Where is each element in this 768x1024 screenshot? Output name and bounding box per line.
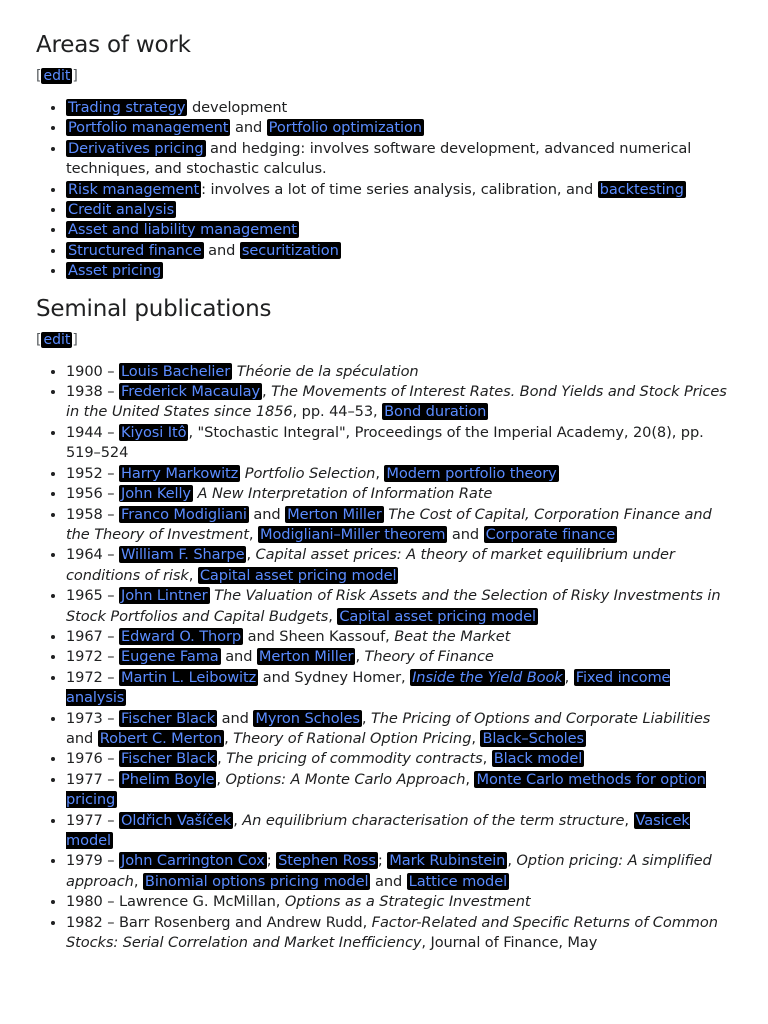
- author-link[interactable]: Stephen Ross: [278, 852, 376, 870]
- pub-text: and: [66, 729, 98, 747]
- topic-link[interactable]: Binomial options pricing model: [144, 872, 369, 890]
- areas-of-work-list: [36, 98, 732, 282]
- author-link[interactable]: Myron Scholes: [255, 709, 360, 727]
- pub-title: The pricing of commodity contracts: [226, 750, 483, 768]
- pub-year: 1965 –: [66, 587, 120, 605]
- pub-text: ,: [465, 770, 475, 788]
- topic-link[interactable]: Black model: [493, 750, 583, 768]
- list-item: [66, 118, 732, 138]
- pub-title: Theory of Finance: [364, 648, 494, 666]
- publication-item: [66, 382, 732, 423]
- pub-year: 1952 –: [66, 464, 120, 482]
- pub-text: ,: [188, 566, 198, 584]
- item-text: : involves a lot of time series analysis, calibration, and: [201, 180, 598, 198]
- author-link[interactable]: Oldřich Vašíček: [121, 811, 232, 829]
- pub-year: 1977 –: [66, 770, 120, 788]
- author-link[interactable]: John Kelly: [121, 485, 191, 503]
- link-credit-analysis[interactable]: Credit analysis: [68, 201, 175, 219]
- pub-text: , Journal of Finance, May: [421, 934, 598, 952]
- topic-link[interactable]: Bond duration: [384, 403, 487, 421]
- topic-link[interactable]: Capital asset pricing model: [199, 566, 397, 584]
- pub-year: 1964 –: [66, 546, 120, 564]
- publication-item: [66, 423, 732, 464]
- item-text: and hedging: involves software development, advanced numerical techniques, and stochastic calculus.: [66, 139, 692, 178]
- pub-text: ,: [216, 770, 226, 788]
- pub-title: Options as a Strategic Investment: [284, 893, 531, 911]
- link-trading-strategy[interactable]: Trading strategy: [68, 99, 186, 116]
- pub-text: ,: [507, 852, 517, 870]
- pub-year: 1900 –: [66, 362, 120, 380]
- book-link[interactable]: Inside the Yield Book: [412, 668, 563, 686]
- pub-text: ,: [233, 811, 243, 829]
- publication-item: [66, 749, 732, 769]
- link-derivatives-pricing[interactable]: Derivatives pricing: [68, 139, 204, 157]
- pub-title: The Movements of Interest Rates. Bond Yields and Stock Prices in the United States since 1856: [66, 383, 727, 421]
- topic-link[interactable]: Fixed income analysis: [66, 668, 671, 707]
- pub-title: Option pricing: A simplified approach: [66, 852, 712, 890]
- item-text: and: [203, 241, 240, 259]
- link-structured-finance[interactable]: Structured finance: [68, 241, 202, 259]
- link-portfolio-management[interactable]: Portfolio management: [68, 119, 229, 137]
- author-link[interactable]: John Lintner: [121, 587, 208, 605]
- pub-title: An equilibrium characterisation of the term structure: [242, 811, 625, 829]
- edit-section-publications: [ edit ]: [36, 331, 78, 348]
- pub-year: 1977 –: [66, 811, 120, 829]
- pub-title: Capital asset prices: A theory of market equilibrium under conditions of risk: [66, 546, 675, 584]
- pub-text: and Sheen Kassouf,: [243, 627, 395, 645]
- pub-year: 1982 – Barr Rosenberg and Andrew Rudd,: [66, 913, 372, 931]
- author-link[interactable]: Martin L. Leibowitz: [121, 668, 257, 686]
- pub-title: Theory of Rational Option Pricing: [233, 729, 472, 747]
- pub-text: and: [217, 709, 254, 727]
- author-link[interactable]: Edward O. Thorp: [121, 627, 242, 645]
- author-link[interactable]: Franco Modigliani: [121, 505, 247, 523]
- pub-text: ,: [328, 607, 338, 625]
- list-item: [66, 139, 732, 180]
- pub-title: A New Interpretation of Information Rate: [197, 485, 493, 503]
- author-link[interactable]: Harry Markowitz: [121, 464, 239, 482]
- publication-item: [66, 545, 732, 586]
- pub-title: Factor-Related and Specific Returns of Common Stocks: Serial Correlation and Market Inefficiency: [66, 913, 718, 952]
- link-portfolio-optimization[interactable]: Portfolio optimization: [268, 119, 422, 137]
- publication-item: [66, 811, 732, 852]
- pub-year: 1956 –: [66, 485, 120, 503]
- pub-text: ,: [262, 383, 272, 401]
- section-heading-seminal-publications: Seminal publications: [36, 295, 272, 322]
- topic-link[interactable]: Vasicek model: [66, 811, 690, 849]
- pub-text: and: [248, 505, 286, 523]
- pub-year: 1972 –: [66, 668, 120, 686]
- author-link[interactable]: Frederick Macaulay: [121, 383, 261, 401]
- pub-text: ,: [471, 729, 481, 747]
- link-asset-pricing[interactable]: Asset pricing: [68, 262, 162, 280]
- publication-item: [66, 913, 732, 954]
- author-link[interactable]: Louis Bachelier: [121, 362, 231, 380]
- item-text: and: [230, 119, 267, 137]
- author-link[interactable]: Merton Miller: [287, 505, 382, 523]
- pub-year: 1972 –: [66, 648, 120, 666]
- publication-item: [66, 627, 732, 647]
- pub-title: Beat the Market: [394, 627, 511, 645]
- pub-title: Options: A Monte Carlo Approach: [225, 770, 466, 788]
- publication-item: [66, 464, 732, 484]
- list-item: [66, 180, 732, 200]
- pub-year: 1944 –: [66, 423, 120, 441]
- author-link[interactable]: William F. Sharpe: [121, 546, 245, 564]
- publication-item: [66, 586, 732, 627]
- pub-text: , pp. 44–53,: [292, 403, 383, 421]
- list-item: [66, 200, 732, 220]
- topic-link[interactable]: Monte Carlo methods for option pricing: [66, 770, 706, 809]
- pub-text: ,: [482, 750, 492, 768]
- topic-link[interactable]: Corporate finance: [485, 525, 616, 543]
- pub-title: The Pricing of Options and Corporate Liabilities: [370, 709, 711, 727]
- pub-year: 1938 –: [66, 383, 120, 401]
- list-item: [66, 220, 732, 240]
- pub-text: ;: [266, 852, 277, 870]
- author-link[interactable]: Eugene Fama: [121, 648, 219, 666]
- publication-item: [66, 709, 732, 750]
- author-link[interactable]: Phelim Boyle: [121, 770, 215, 788]
- edit-section-areas: [ edit ]: [36, 68, 78, 84]
- publication-item: [66, 505, 732, 546]
- publication-item: [66, 770, 732, 811]
- topic-link[interactable]: Black–Scholes: [482, 729, 585, 747]
- pub-text: ;: [377, 852, 388, 870]
- publication-item: [66, 362, 732, 382]
- pub-text: and: [370, 872, 407, 890]
- publications-list: [36, 362, 732, 954]
- pub-year: 1973 –: [66, 709, 120, 727]
- pub-title: Théorie de la spéculation: [236, 362, 419, 380]
- edit-link[interactable]: edit: [43, 68, 71, 84]
- pub-text: and Sydney Homer,: [258, 668, 411, 686]
- pub-text: ,: [355, 648, 365, 666]
- pub-text: ,: [133, 872, 143, 890]
- pub-title: The Cost of Capital, Corporation Finance and the Theory of Investment: [66, 505, 712, 543]
- link-securitization[interactable]: securitization: [241, 241, 339, 259]
- list-item: [66, 241, 732, 261]
- publication-item: [66, 647, 732, 667]
- section-heading-areas-of-work: Areas of work: [36, 32, 191, 58]
- link-risk-management[interactable]: Risk management: [68, 180, 200, 198]
- pub-text: ,: [246, 546, 256, 564]
- pub-text: and: [220, 648, 257, 666]
- pub-year: 1980 – Lawrence G. McMillan,: [66, 893, 285, 911]
- author-link[interactable]: Fischer Black: [121, 750, 216, 768]
- pub-text: ,: [624, 811, 634, 829]
- author-link[interactable]: Robert C. Merton: [99, 729, 223, 747]
- author-link[interactable]: Fischer Black: [121, 709, 216, 727]
- link-asset-liability-management[interactable]: Asset and liability management: [68, 221, 297, 239]
- author-link[interactable]: Mark Rubinstein: [389, 852, 506, 870]
- publication-item: [66, 668, 732, 709]
- pub-text: ,: [248, 525, 258, 543]
- edit-link[interactable]: edit: [43, 331, 71, 348]
- topic-link[interactable]: Modigliani–Miller theorem: [259, 525, 446, 543]
- author-link[interactable]: John Carrington Cox: [121, 852, 265, 870]
- publication-item: [66, 484, 732, 504]
- pub-year: 1979 –: [66, 852, 120, 870]
- pub-text: , "Stochastic Integral", Proceedings of the Imperial Academy, 20(8), pp. 519–524: [66, 423, 704, 462]
- pub-text: and: [447, 525, 484, 543]
- list-item: [66, 261, 732, 281]
- topic-link[interactable]: Lattice model: [408, 872, 508, 890]
- pub-text: ,: [217, 750, 227, 768]
- author-link[interactable]: Kiyosi Itô: [121, 423, 187, 441]
- item-text: development: [187, 99, 288, 116]
- publication-item: [66, 892, 732, 912]
- pub-text: ,: [224, 729, 234, 747]
- pub-year: 1967 –: [66, 627, 120, 645]
- topic-link[interactable]: Capital asset pricing model: [339, 607, 536, 625]
- author-link[interactable]: Merton Miller: [258, 648, 354, 666]
- pub-title: Portfolio Selection: [244, 464, 376, 482]
- link-backtesting[interactable]: backtesting: [599, 180, 684, 198]
- pub-text: ,: [564, 668, 574, 686]
- topic-link[interactable]: Modern portfolio theory: [386, 464, 557, 482]
- pub-year: 1958 –: [66, 505, 120, 523]
- pub-text: ,: [361, 709, 371, 727]
- pub-year: 1976 –: [66, 750, 120, 768]
- publication-item: [66, 851, 732, 892]
- list-item: [66, 98, 732, 118]
- pub-title: The Valuation of Risk Assets and the Selection of Risky Investments in Stock Portfolios and Capital Budgets: [66, 587, 721, 625]
- pub-text: ,: [375, 464, 385, 482]
